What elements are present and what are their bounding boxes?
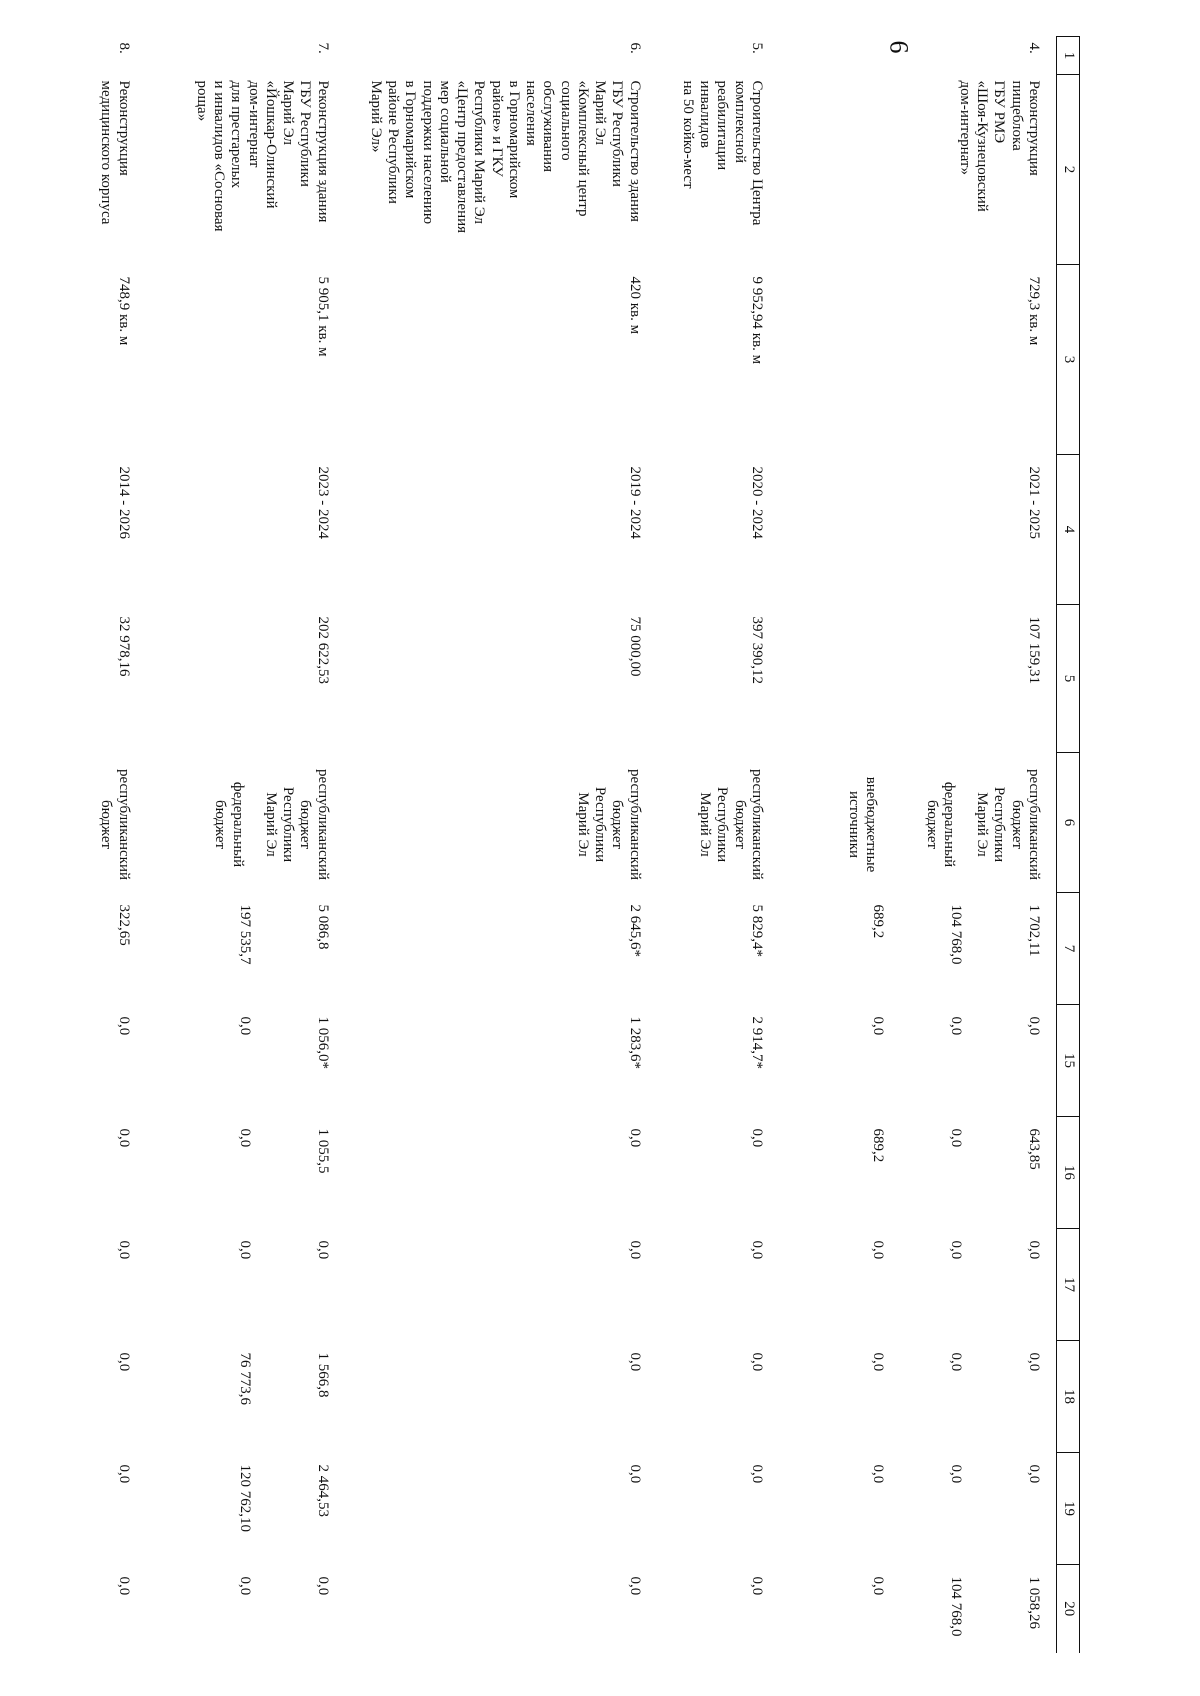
amount-cell-v18 xyxy=(345,1341,657,1453)
row-number-cell xyxy=(146,37,345,75)
amount-value: 1 055,5 xyxy=(314,1128,331,1174)
amount-value: 0,0 xyxy=(626,1352,643,1372)
amount-cell-v20 xyxy=(657,1565,779,1653)
amount-value: 0,0 xyxy=(1026,1016,1042,1036)
object-name-line: Строительство здания xyxy=(626,80,643,222)
amount-cell-v20 xyxy=(779,1565,1057,1653)
period-cell xyxy=(32,455,146,605)
object-name-cell xyxy=(657,75,779,265)
object-name-line: Марий Эл» xyxy=(368,80,384,153)
funding-source-line: Республики xyxy=(592,786,609,863)
object-name-line: Реконструкция здания xyxy=(314,80,331,223)
funding-source-cell xyxy=(779,753,1057,893)
column-header-5: 5 xyxy=(1057,605,1080,753)
object-name-line: комплексной xyxy=(731,80,748,164)
amount-value: 2 464,53 xyxy=(314,1464,331,1517)
period-value: 2014 - 2026 xyxy=(115,466,132,539)
amount-cell-v15 xyxy=(345,1005,657,1117)
amount-value: 0,0 xyxy=(1026,1352,1042,1372)
object-name-line: дом-интернат xyxy=(245,80,262,168)
period-cell xyxy=(345,455,657,605)
capacity-cell xyxy=(779,265,1057,455)
amount-value: 2 645,6* xyxy=(626,904,643,957)
amount-value: 0,0 xyxy=(115,1240,132,1260)
amount-value: 0,0 xyxy=(948,1016,964,1036)
funding-source-cell xyxy=(32,753,146,893)
amount-value: 1 702,11 xyxy=(1026,904,1042,957)
object-name-line: поддержки населению xyxy=(419,80,436,225)
object-name-line: «Центр предоставления xyxy=(454,80,471,234)
amount-cell-v17 xyxy=(345,1229,657,1341)
amount-cell-v7 xyxy=(779,893,1057,1005)
column-header-7: 7 xyxy=(1057,893,1080,1005)
funding-source-line: Марий Эл xyxy=(575,792,591,857)
amount-value: 76 773,6 xyxy=(236,1352,253,1405)
amount-cell-v7 xyxy=(657,893,779,1005)
object-name-line: инвалидов xyxy=(697,80,714,148)
object-name-cell xyxy=(345,75,657,265)
amount-cell-v7 xyxy=(146,893,345,1005)
estimated-cost-cell xyxy=(345,605,657,753)
amount-value: 643,85 xyxy=(1026,1128,1042,1170)
object-name-line: Реконструкция xyxy=(1026,80,1042,176)
funding-source-line: бюджет xyxy=(98,799,115,850)
object-name-line: Реконструкция xyxy=(115,80,132,176)
funding-source-line: республиканский xyxy=(115,768,132,881)
amount-value: 0,0 xyxy=(870,1352,886,1372)
amount-value: 0,0 xyxy=(948,1128,964,1148)
object-name-cell xyxy=(779,75,1057,265)
amount-value: 104 768,0 xyxy=(948,1576,964,1637)
row-number-cell xyxy=(657,37,779,75)
column-header-15: 15 xyxy=(1057,1005,1080,1117)
amount-value: 0,0 xyxy=(115,1464,132,1484)
period-value: 2023 - 2024 xyxy=(314,466,331,539)
object-name-cell xyxy=(32,75,146,265)
capacity-cell xyxy=(146,265,345,455)
funding-source-line: республиканский xyxy=(749,768,765,881)
object-name-line: «Йошкар-Олинский xyxy=(263,80,279,209)
object-name-cell xyxy=(146,75,345,265)
amount-cell-v16 xyxy=(345,1117,657,1229)
object-name-line: и инвалидов «Сосновая xyxy=(211,80,228,232)
row-number: 5. xyxy=(749,42,765,54)
amount-cell-v15 xyxy=(146,1005,345,1117)
object-name-line: на 50 койко-мест xyxy=(680,80,696,189)
amount-cell-v15 xyxy=(32,1005,146,1117)
row-number: 8. xyxy=(115,42,132,54)
column-header-1: 1 xyxy=(1057,37,1080,75)
object-name-line: ГБУ РМЭ xyxy=(991,80,1008,144)
amount-value: 1 056,0* xyxy=(314,1016,331,1069)
amount-value: 0,0 xyxy=(870,1240,886,1260)
amount-cell-v19 xyxy=(146,1453,345,1565)
estimated-cost-value: 75 000,00 xyxy=(626,616,643,677)
estimated-cost-cell xyxy=(779,605,1057,753)
amount-value: 0,0 xyxy=(948,1352,964,1372)
funding-source-cell xyxy=(345,753,657,893)
amount-value: 0,0 xyxy=(626,1576,643,1596)
amount-value: 0,0 xyxy=(115,1352,132,1372)
capacity-value: 420 кв. м xyxy=(626,276,643,335)
funding-source-line: бюджет xyxy=(731,799,748,850)
estimated-cost-cell xyxy=(657,605,779,753)
table-row xyxy=(146,37,345,1653)
amount-value: 0,0 xyxy=(870,1576,886,1596)
row-number-cell xyxy=(32,37,146,75)
amount-cell-v18 xyxy=(657,1341,779,1453)
amount-value: 0,0 xyxy=(749,1576,765,1596)
estimated-cost-value: 107 159,31 xyxy=(1026,616,1042,684)
funding-source-line: источники xyxy=(845,790,862,859)
funding-source-line: Республики xyxy=(280,786,297,863)
estimated-cost-value: 397 390,12 xyxy=(749,616,765,684)
object-name-line: Республики Марий Эл xyxy=(471,80,488,224)
amount-cell-v18 xyxy=(146,1341,345,1453)
amount-value: 0,0 xyxy=(749,1128,765,1148)
rotated-table-page xyxy=(0,36,1080,1652)
amount-cell-v15 xyxy=(779,1005,1057,1117)
amount-value: 0,0 xyxy=(749,1464,765,1484)
funding-source-line: Марий Эл xyxy=(263,792,279,857)
table-row xyxy=(345,37,657,1653)
column-header-20: 20 xyxy=(1057,1565,1080,1653)
amount-value: 0,0 xyxy=(115,1576,132,1596)
amount-value: 0,0 xyxy=(948,1240,964,1260)
amount-value: 0,0 xyxy=(314,1240,331,1260)
funding-source-line: республиканский xyxy=(1026,768,1042,881)
row-number: 4. xyxy=(1026,42,1042,54)
amount-value: 197 535,7 xyxy=(236,904,253,965)
object-name-line: роща» xyxy=(194,80,210,122)
row-number: 6. xyxy=(626,42,643,54)
amount-value: 104 768,0 xyxy=(948,904,964,965)
amount-value: 689,2 xyxy=(870,1128,886,1163)
funding-source-line: бюджет xyxy=(1008,799,1025,850)
object-name-line: в Горномарийском xyxy=(402,80,419,199)
period-cell xyxy=(146,455,345,605)
object-name-line: Строительство Центра xyxy=(749,80,765,226)
estimated-cost-value: 32 978,16 xyxy=(115,616,132,677)
period-value: 2021 - 2025 xyxy=(1026,466,1042,539)
amount-value: 0,0 xyxy=(115,1128,132,1148)
object-name-line: Марий Эл xyxy=(280,80,297,145)
amount-cell-v18 xyxy=(779,1341,1057,1453)
amount-cell-v20 xyxy=(146,1565,345,1653)
object-name-line: пищеблока xyxy=(1008,80,1025,151)
amount-cell-v19 xyxy=(657,1453,779,1565)
amount-value: 0,0 xyxy=(870,1464,886,1484)
column-header-2: 2 xyxy=(1057,75,1080,265)
funding-source-line: бюджет xyxy=(609,799,626,850)
amount-value: 0,0 xyxy=(115,1016,132,1036)
object-name-line: «Шоя-Кузнецовский xyxy=(974,80,991,212)
amount-value: 0,0 xyxy=(314,1576,331,1596)
estimated-cost-value: 202 622,53 xyxy=(314,616,331,684)
amount-cell-v17 xyxy=(32,1229,146,1341)
amount-cell-v16 xyxy=(779,1117,1057,1229)
table-row xyxy=(32,37,146,1653)
amount-cell-v7 xyxy=(32,893,146,1005)
column-header-16: 16 xyxy=(1057,1117,1080,1229)
object-name-line: в Горномарийском xyxy=(506,80,522,199)
period-cell xyxy=(779,455,1057,605)
funding-source-line: федеральный xyxy=(229,781,246,868)
object-name-line: районе Республики xyxy=(385,80,402,204)
amount-value: 5 086,8 xyxy=(314,904,331,950)
funding-source-line: Марий Эл xyxy=(974,792,991,857)
amount-value: 0,0 xyxy=(948,1464,964,1484)
column-header-18: 18 xyxy=(1057,1341,1080,1453)
amount-cell-v19 xyxy=(32,1453,146,1565)
amount-value: 0,0 xyxy=(626,1240,643,1260)
capacity-cell xyxy=(657,265,779,455)
column-header-3: 3 xyxy=(1057,265,1080,455)
amount-cell-v17 xyxy=(779,1229,1057,1341)
column-header-17: 17 xyxy=(1057,1229,1080,1341)
amount-cell-v16 xyxy=(32,1117,146,1229)
row-number-cell xyxy=(779,37,1057,75)
amount-cell-v15 xyxy=(657,1005,779,1117)
object-name-line: социального xyxy=(557,80,574,161)
amount-value: 0,0 xyxy=(236,1576,253,1596)
amount-cell-v20 xyxy=(345,1565,657,1653)
amount-value: 689,2 xyxy=(870,904,886,939)
capacity-value: 5 905,1 кв. м xyxy=(314,276,331,357)
capacity-value: 729,3 кв. м xyxy=(1026,276,1042,346)
object-name-line: ГБУ Республики xyxy=(609,80,626,187)
amount-value: 0,0 xyxy=(236,1240,253,1260)
table-row xyxy=(779,37,1057,1653)
amount-value: 0,0 xyxy=(236,1128,253,1148)
estimated-cost-cell xyxy=(146,605,345,753)
amount-value: 322,65 xyxy=(115,904,132,946)
amount-cell-v17 xyxy=(657,1229,779,1341)
period-value: 2019 - 2024 xyxy=(626,466,643,539)
object-name-line: населения xyxy=(523,80,540,146)
funding-source-line: Республики xyxy=(714,786,731,863)
object-name-line: районе» и ГКУ xyxy=(488,80,505,177)
amount-value: 0,0 xyxy=(749,1240,765,1260)
object-name-line: ГБУ Республики xyxy=(297,80,314,187)
amount-cell-v16 xyxy=(657,1117,779,1229)
funding-source-line: бюджет xyxy=(923,799,940,850)
column-header-19: 19 xyxy=(1057,1453,1080,1565)
object-name-line: «Комплексный центр xyxy=(575,80,591,217)
object-name-line: дом-интернат» xyxy=(957,80,973,175)
object-name-line: обслуживания xyxy=(540,80,557,172)
funding-source-cell xyxy=(146,753,345,893)
amount-value: 0,0 xyxy=(1026,1240,1042,1260)
amount-value: 1 283,6* xyxy=(626,1016,643,1069)
column-number-row xyxy=(1057,37,1080,1653)
investment-objects-table xyxy=(32,36,1080,1653)
capacity-cell xyxy=(32,265,146,455)
amount-cell-v20 xyxy=(32,1565,146,1653)
amount-value: 0,0 xyxy=(870,1016,886,1036)
amount-cell-v19 xyxy=(345,1453,657,1565)
table-row xyxy=(657,37,779,1653)
amount-value: 120 762,10 xyxy=(236,1464,253,1532)
column-header-4: 4 xyxy=(1057,455,1080,605)
funding-source-line: Марий Эл xyxy=(697,792,714,857)
funding-source-line: бюджет xyxy=(297,799,314,850)
amount-value: 2 914,7* xyxy=(749,1016,765,1069)
object-name-line: для престарелых xyxy=(228,80,245,189)
amount-value: 5 829,4* xyxy=(749,904,765,957)
row-number: 7. xyxy=(314,42,331,54)
row-number-cell xyxy=(345,37,657,75)
amount-cell-v18 xyxy=(32,1341,146,1453)
amount-value: 0,0 xyxy=(626,1464,643,1484)
period-cell xyxy=(657,455,779,605)
capacity-value: 748,9 кв. м xyxy=(115,276,132,346)
object-name-line: реабилитации xyxy=(714,80,731,171)
amount-cell-v19 xyxy=(779,1453,1057,1565)
period-value: 2020 - 2024 xyxy=(749,466,765,539)
amount-value: 0,0 xyxy=(236,1016,253,1036)
funding-source-line: Республики xyxy=(991,786,1008,863)
amount-value: 0,0 xyxy=(1026,1464,1042,1484)
object-name-line: мер социальной xyxy=(437,80,453,183)
funding-source-line: республиканский xyxy=(626,768,643,881)
column-header-6: 6 xyxy=(1057,753,1080,893)
object-name-line: медицинского корпуса xyxy=(98,80,115,225)
estimated-cost-cell xyxy=(32,605,146,753)
capacity-cell xyxy=(345,265,657,455)
amount-value: 1 566,8 xyxy=(314,1352,331,1398)
capacity-value: 9 952,94 кв. м xyxy=(749,276,765,365)
object-name-line: Марий Эл xyxy=(592,80,609,145)
funding-source-cell xyxy=(657,753,779,893)
amount-value: 0,0 xyxy=(626,1128,643,1148)
amount-cell-v16 xyxy=(146,1117,345,1229)
table-body xyxy=(32,37,1057,1653)
amount-cell-v7 xyxy=(345,893,657,1005)
funding-source-line: федеральный xyxy=(941,781,957,868)
amount-value: 1 058,26 xyxy=(1026,1576,1042,1629)
page-number: 6 xyxy=(884,40,914,54)
amount-cell-v17 xyxy=(146,1229,345,1341)
amount-value: 0,0 xyxy=(749,1352,765,1372)
funding-source-line: бюджет xyxy=(212,799,229,850)
funding-source-line: республиканский xyxy=(314,768,331,881)
funding-source-line: внебюджетные xyxy=(863,776,879,873)
